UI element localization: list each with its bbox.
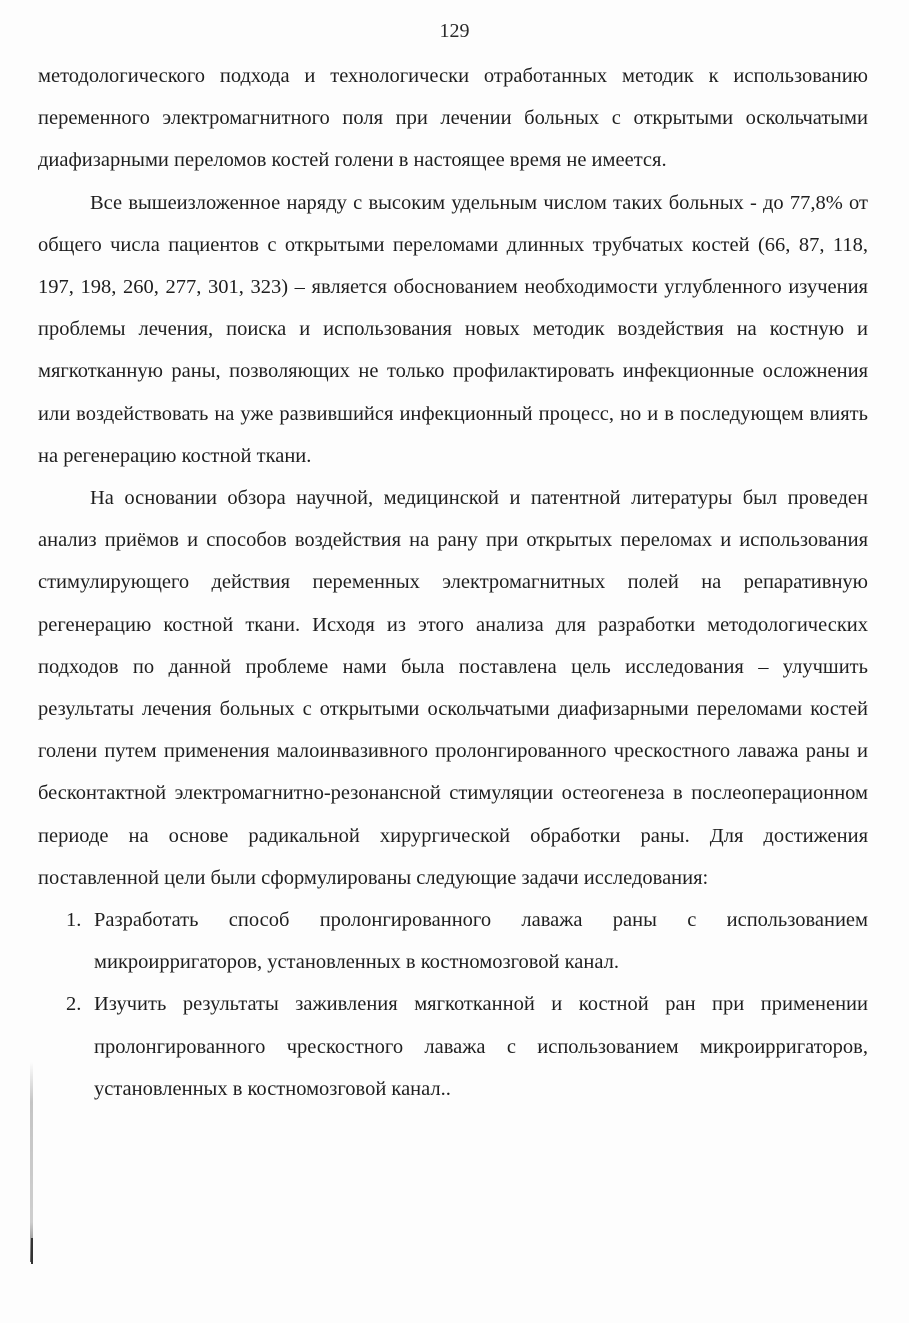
page-number: 129	[439, 20, 470, 42]
task-number: 1.	[66, 909, 82, 932]
paragraph-1: методологического подхода и технологически отработанных методик к использованию переменного электромагнитного поля при лечении больных с открытыми оскольчатыми диафизарными переломов костей голени в настоящее время не имеется.	[38, 65, 868, 172]
paragraph-2: Все вышеизложенное наряду с высоким удельным числом таких больных - до 77,8% от общего числа пациентов с открытыми переломами длинных трубчатых костей (66, 87, 118, 197, 198, 260, 277, 301, 323) – является обоснованием необходимости углубленного изучения проблемы лечения, поиска и использования новых методик воздействия на костную и мягкотканную раны, позволяющих не только профилактировать инфекционные осложнения или воздействовать на уже развившийся инфекционный процесс, но и в последующем влиять на регенерацию костной ткани.	[38, 191, 868, 467]
task-text: Разработать способ пролонгированного лаважа раны с использованием микроирригаторов, установленных в костномозговой канал.	[94, 909, 868, 974]
body-text	[38, 55, 868, 1110]
task-item-2	[38, 983, 868, 1110]
paragraph-3: На основании обзора научной, медицинской и патентной литературы был проведен анализ приёмов и способов воздействия на рану при открытых переломах и использования стимулирующего действия переменных электромагнитных полей на репаративную регенерацию костной ткани. Исходя из этого анализа для разработки методологических подходов по данной проблеме нами была поставлена цель исследования – улучшить результаты лечения больных с открытыми оскольчатыми диафизарными переломами костей голени путем применения малоинвазивного пролонгированного чрескостного лаважа раны и бесконтактной электромагнитно-резонансной стимуляции остеогенеза в послеоперационном периоде на основе радикальной хирургической обработки раны. Для достижения поставленной цели были сформулированы следующие задачи исследования:	[38, 487, 868, 889]
scan-margin-shadow	[30, 1062, 33, 1262]
task-number: 2.	[66, 993, 82, 1016]
task-text: Изучить результаты заживления мягкотканной и костной ран при применении пролонгированного чрескостного лаважа с использованием микроирригаторов, установленных в костномозговой канал..	[94, 993, 868, 1100]
scan-margin-mark	[31, 1238, 33, 1264]
task-list	[38, 899, 868, 1110]
task-item-1	[38, 899, 868, 983]
